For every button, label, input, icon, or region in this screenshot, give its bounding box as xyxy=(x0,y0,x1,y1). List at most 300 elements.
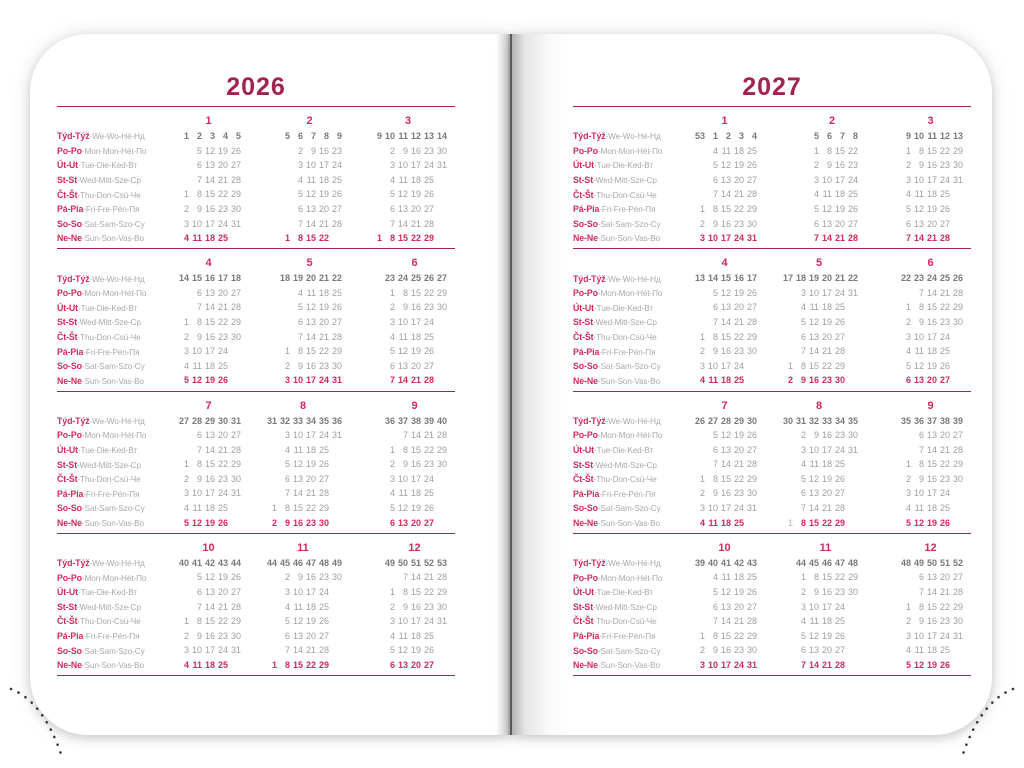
day-cell xyxy=(176,585,189,600)
day-cell: 10 xyxy=(305,160,316,171)
empty-cell xyxy=(679,158,692,173)
empty-cell xyxy=(369,271,382,286)
empty-cell xyxy=(793,173,806,188)
day-cell: 30 xyxy=(746,645,757,656)
day-cell: 2 xyxy=(389,302,395,313)
month-group xyxy=(163,501,241,516)
week-number-cell: 7 xyxy=(839,131,845,141)
day-cell: 14 xyxy=(720,616,731,627)
day-cell: 21 xyxy=(821,503,832,514)
day-cell xyxy=(898,286,911,301)
weekday-row xyxy=(573,658,971,673)
month-group xyxy=(885,158,963,173)
day-cell: 28 xyxy=(230,601,241,612)
empty-cell xyxy=(264,344,277,359)
day-cell: 4 xyxy=(905,189,911,200)
day-cell: 4 xyxy=(712,145,718,156)
empty-cell xyxy=(264,330,277,345)
empty-cell xyxy=(264,129,277,144)
day-cell: 14 xyxy=(397,218,408,229)
week-number-cell: 53 xyxy=(436,557,447,568)
row-label-translations: -Tue-Die-Ked-Вт xyxy=(594,588,654,598)
day-cell: 28 xyxy=(746,317,757,328)
empty-cell xyxy=(369,501,382,516)
day-cell: 29 xyxy=(318,659,329,670)
day-cell: 13 xyxy=(913,218,924,229)
weekday-row xyxy=(57,614,455,629)
day-cell: 24 xyxy=(733,233,744,244)
month-group xyxy=(163,585,241,600)
page-content-left xyxy=(57,74,455,676)
empty-cell xyxy=(885,414,898,429)
row-label-translations: -Sat-Sam-Szo-Су xyxy=(81,504,145,514)
day-cell: 29 xyxy=(834,517,845,528)
week-number-cell: 14 xyxy=(178,273,189,284)
day-cell: 3 xyxy=(389,616,395,627)
month-group xyxy=(163,600,241,615)
row-label xyxy=(573,615,679,627)
day-cell: 19 xyxy=(204,375,215,386)
day-cell: 3 xyxy=(284,586,290,597)
day-cell xyxy=(369,158,382,173)
day-cell: 2 xyxy=(699,218,705,229)
day-cell: 18 xyxy=(318,287,329,298)
day-cell: 22 xyxy=(423,444,434,455)
day-cell: 18 xyxy=(305,444,316,455)
day-cell: 7 xyxy=(196,174,202,185)
row-label-strong: Út-Ut xyxy=(573,444,594,455)
week-number-cell: 15 xyxy=(191,273,202,284)
day-cell: 16 xyxy=(410,302,421,313)
day-cell: 11 xyxy=(822,189,832,200)
day-cell: 9 xyxy=(813,586,819,597)
day-cell xyxy=(950,516,963,531)
week-number-cell: 34 xyxy=(305,415,316,426)
day-cell: 26 xyxy=(746,160,757,171)
day-cell xyxy=(369,217,382,232)
month-group xyxy=(163,300,241,315)
month-group xyxy=(780,187,858,202)
month-group xyxy=(780,600,858,615)
weekday-row xyxy=(57,300,455,315)
week-number-cell: 18 xyxy=(230,273,241,284)
day-cell xyxy=(845,344,858,359)
month-header-row xyxy=(57,256,455,271)
week-number-cell: 33 xyxy=(821,415,832,426)
day-cell: 5 xyxy=(389,346,395,357)
empty-cell xyxy=(679,570,692,585)
day-cell: 4 xyxy=(905,346,911,357)
month-group xyxy=(885,114,963,129)
day-cell: 12 xyxy=(913,517,924,528)
day-cell: 24 xyxy=(939,488,950,499)
month-group xyxy=(780,114,858,129)
row-label-translations: -Wed-Mitt-Sze-Ср xyxy=(593,460,657,470)
day-cell: 25 xyxy=(331,287,342,298)
day-cell xyxy=(434,344,447,359)
month-group xyxy=(780,158,858,173)
empty-cell xyxy=(163,570,176,585)
empty-cell xyxy=(679,187,692,202)
day-cell: 20 xyxy=(821,488,832,499)
row-label-translations: -Mon-Mon-Hét-По xyxy=(81,289,147,299)
day-cell: 29 xyxy=(230,459,241,470)
week-number-cell: 12 xyxy=(410,131,421,141)
day-cell xyxy=(329,643,342,658)
day-cell xyxy=(329,585,342,600)
day-cell xyxy=(950,359,963,374)
day-cell: 25 xyxy=(939,189,950,200)
weekday-row xyxy=(573,570,971,585)
row-label-strong: Týd-Týž xyxy=(57,558,90,569)
day-cell: 13 xyxy=(397,360,408,371)
month-group xyxy=(885,144,963,159)
day-cell: 6 xyxy=(712,302,718,313)
day-cell: 22 xyxy=(318,346,329,357)
day-cell: 20 xyxy=(821,331,832,342)
day-cell xyxy=(264,614,277,629)
weekday-row xyxy=(573,217,971,232)
day-cell xyxy=(434,315,447,330)
day-cell: 3 xyxy=(389,317,395,328)
weekday-row xyxy=(57,330,455,345)
month-group xyxy=(369,658,447,673)
day-cell: 28 xyxy=(331,218,342,229)
day-cell: 23 xyxy=(318,572,329,583)
day-cell xyxy=(744,359,757,374)
empty-cell xyxy=(885,187,898,202)
day-cell: 12 xyxy=(305,302,316,313)
row-label-translations: -Thu-Don-Csü-Че xyxy=(593,617,657,627)
day-cell xyxy=(434,173,447,188)
week-number-cell: 47 xyxy=(834,557,845,568)
day-cell: 24 xyxy=(217,218,228,229)
day-cell: 24 xyxy=(318,586,329,597)
day-cell: 13 xyxy=(913,375,924,386)
day-cell xyxy=(780,344,793,359)
month-group xyxy=(679,286,757,301)
day-cell: 13 xyxy=(305,203,316,214)
row-label xyxy=(57,203,163,215)
month-number: 5 xyxy=(815,257,823,270)
day-cell: 25 xyxy=(217,233,228,244)
day-cell xyxy=(329,658,342,673)
empty-cell xyxy=(163,158,176,173)
day-cell: 5 xyxy=(284,459,290,470)
week-number-cell: 50 xyxy=(397,557,408,568)
weekday-row xyxy=(57,144,455,159)
empty-cell xyxy=(780,158,793,173)
month-group xyxy=(885,286,963,301)
empty-cell xyxy=(780,570,793,585)
empty-cell xyxy=(780,217,793,232)
month-group xyxy=(163,373,241,388)
row-label-strong: So-So xyxy=(57,503,82,514)
empty-cell xyxy=(163,373,176,388)
day-cell: 11 xyxy=(914,189,924,200)
day-cell: 11 xyxy=(293,601,303,612)
month-group xyxy=(885,300,963,315)
month-group xyxy=(163,570,241,585)
row-label-strong: Út-Ut xyxy=(573,587,594,598)
day-cell: 5 xyxy=(389,645,395,656)
day-cell xyxy=(434,472,447,487)
empty-cell xyxy=(369,614,382,629)
empty-cell xyxy=(369,457,382,472)
empty-cell xyxy=(369,300,382,315)
row-label-strong: Týd-Týž xyxy=(57,131,90,142)
month-number: 4 xyxy=(721,257,728,270)
month-header-row xyxy=(573,541,971,556)
empty-cell xyxy=(885,501,898,516)
day-cell: 27 xyxy=(331,203,342,214)
day-cell: 28 xyxy=(952,287,963,298)
day-cell xyxy=(228,501,241,516)
day-cell: 14 xyxy=(926,586,937,597)
month-group xyxy=(264,344,342,359)
day-cell: 18 xyxy=(410,630,421,641)
month-group xyxy=(780,399,858,414)
day-cell: 2 xyxy=(905,317,911,328)
day-cell: 15 xyxy=(292,659,303,670)
day-cell: 14 xyxy=(913,233,924,244)
weekday-row xyxy=(57,344,455,359)
day-cell: 6 xyxy=(389,517,395,528)
day-cell: 1 xyxy=(905,459,911,470)
day-cell xyxy=(950,486,963,501)
row-label-strong: Týd-Týž xyxy=(573,273,606,284)
month-group xyxy=(885,344,963,359)
day-cell: 10 xyxy=(821,174,832,185)
day-cell: 5 xyxy=(800,317,806,328)
day-cell: 17 xyxy=(318,160,329,171)
month-group xyxy=(780,556,858,571)
day-cell: 1 xyxy=(813,145,819,156)
week-number-cell: 27 xyxy=(707,415,718,426)
empty-cell xyxy=(793,202,806,217)
day-cell: 4 xyxy=(183,503,189,514)
day-cell: 26 xyxy=(318,616,329,627)
row-label xyxy=(573,302,679,314)
day-cell: 17 xyxy=(926,630,937,641)
day-cell: 23 xyxy=(834,430,845,441)
day-cell: 15 xyxy=(204,616,215,627)
week-number-cell: 15 xyxy=(720,273,731,284)
day-cell: 17 xyxy=(720,659,731,670)
day-cell: 18 xyxy=(926,503,937,514)
week-number-cell: 1 xyxy=(183,131,189,141)
month-group xyxy=(163,541,241,556)
empty-cell xyxy=(163,658,176,673)
day-cell: 4 xyxy=(297,287,303,298)
month-header-row xyxy=(57,114,455,129)
day-cell: 11 xyxy=(398,488,408,499)
day-cell xyxy=(692,300,705,315)
day-cell: 31 xyxy=(436,616,447,627)
day-cell: 16 xyxy=(720,218,731,229)
week-number-cell: 35 xyxy=(318,415,329,426)
empty-cell xyxy=(679,315,692,330)
month-group xyxy=(679,414,757,429)
month-number: 2 xyxy=(306,115,313,127)
day-cell: 16 xyxy=(720,645,731,656)
week-number-cell: 39 xyxy=(952,415,963,426)
day-cell: 7 xyxy=(800,503,806,514)
week-number-cell: 19 xyxy=(292,273,303,284)
day-cell: 25 xyxy=(217,503,228,514)
day-cell: 8 xyxy=(918,459,924,470)
day-cell: 28 xyxy=(230,174,241,185)
day-cell: 10 xyxy=(808,287,819,298)
month-group xyxy=(264,330,342,345)
month-group xyxy=(885,443,963,458)
day-cell: 19 xyxy=(733,160,744,171)
day-cell: 14 xyxy=(926,287,937,298)
day-cell: 17 xyxy=(926,488,937,499)
day-cell: 1 xyxy=(787,517,793,528)
empty-cell xyxy=(163,271,176,286)
day-cell: 9 xyxy=(918,473,924,484)
day-cell: 13 xyxy=(821,218,832,229)
month-group xyxy=(679,144,757,159)
month-group xyxy=(780,359,858,374)
day-cell: 15 xyxy=(410,287,421,298)
row-label xyxy=(573,601,679,613)
day-cell: 23 xyxy=(834,586,845,597)
month-group xyxy=(885,585,963,600)
day-cell: 24 xyxy=(423,616,434,627)
row-label-translations: -Thu-Don-Csü-Че xyxy=(77,475,141,485)
day-cell: 23 xyxy=(318,360,329,371)
day-cell: 2 xyxy=(800,586,806,597)
day-cell: 15 xyxy=(204,189,215,200)
day-cell xyxy=(176,300,189,315)
week-number-cell: 5 xyxy=(284,131,290,141)
row-label xyxy=(573,488,679,500)
day-cell: 14 xyxy=(204,601,215,612)
row-label-strong: Po-Po xyxy=(573,572,598,583)
week-number-cell: 20 xyxy=(305,273,316,284)
month-number: 12 xyxy=(924,541,937,554)
month-group xyxy=(679,658,757,673)
day-cell: 7 xyxy=(402,572,408,583)
week-number-cell: 31 xyxy=(795,415,806,426)
quarter-block xyxy=(57,114,455,249)
day-cell: 6 xyxy=(800,331,806,342)
day-cell: 27 xyxy=(746,174,757,185)
day-cell: 30 xyxy=(230,331,241,342)
month-group xyxy=(163,231,241,246)
week-number-row xyxy=(57,414,455,429)
day-cell: 5 xyxy=(183,517,189,528)
day-cell: 9 xyxy=(310,145,316,156)
day-cell xyxy=(434,516,447,531)
month-group xyxy=(264,443,342,458)
day-cell: 9 xyxy=(918,317,924,328)
row-label-translations: -Fri-Fre-Pén-Пя xyxy=(599,205,656,215)
day-cell: 26 xyxy=(746,430,757,441)
day-cell xyxy=(434,643,447,658)
day-cell: 9 xyxy=(813,430,819,441)
day-cell xyxy=(434,373,447,388)
day-cell xyxy=(950,330,963,345)
day-cell: 4 xyxy=(800,616,806,627)
day-cell: 27 xyxy=(230,430,241,441)
day-cell xyxy=(845,658,858,673)
day-cell: 22 xyxy=(834,572,845,583)
month-group xyxy=(679,173,757,188)
day-cell xyxy=(692,570,705,585)
day-cell: 4 xyxy=(905,645,911,656)
day-cell: 23 xyxy=(821,375,832,386)
row-label-strong: Týd-Týž xyxy=(573,415,606,426)
month-header-row xyxy=(573,256,971,271)
month-group xyxy=(780,443,858,458)
day-cell: 20 xyxy=(733,444,744,455)
day-cell: 1 xyxy=(183,317,189,328)
day-cell: 3 xyxy=(699,659,705,670)
day-cell: 11 xyxy=(914,346,924,357)
day-cell xyxy=(264,443,277,458)
day-cell: 25 xyxy=(834,302,845,313)
month-group xyxy=(679,486,757,501)
row-label-strong: St-St xyxy=(573,317,594,328)
day-cell: 6 xyxy=(918,430,924,441)
day-cell: 21 xyxy=(305,645,316,656)
day-cell: 25 xyxy=(939,503,950,514)
row-label xyxy=(57,557,163,569)
month-group xyxy=(885,658,963,673)
month-group xyxy=(679,158,757,173)
quarter-divider-rule xyxy=(573,675,971,676)
month-group xyxy=(679,399,757,414)
day-cell: 15 xyxy=(821,572,832,583)
day-cell: 17 xyxy=(204,488,215,499)
week-number-cell: 8 xyxy=(852,131,858,141)
day-cell xyxy=(845,300,858,315)
week-number-cell: 41 xyxy=(720,557,731,568)
day-cell: 22 xyxy=(821,517,832,528)
empty-cell xyxy=(885,570,898,585)
month-group xyxy=(780,472,858,487)
day-cell: 3 xyxy=(183,218,189,229)
day-cell: 6 xyxy=(297,317,303,328)
day-cell xyxy=(845,457,858,472)
week-number-cell: 48 xyxy=(847,557,858,568)
week-number-cell: 44 xyxy=(795,557,806,568)
day-cell: 12 xyxy=(913,360,924,371)
row-label xyxy=(573,502,679,514)
day-cell: 2 xyxy=(389,145,395,156)
day-cell: 27 xyxy=(318,473,329,484)
row-label-strong: Čt-Št xyxy=(57,474,78,485)
month-group xyxy=(369,443,447,458)
day-cell: 7 xyxy=(712,616,718,627)
day-cell: 14 xyxy=(926,444,937,455)
day-cell: 16 xyxy=(821,430,832,441)
day-cell: 14 xyxy=(410,572,421,583)
day-cell xyxy=(277,217,290,232)
day-cell xyxy=(228,344,241,359)
day-cell xyxy=(329,629,342,644)
empty-cell xyxy=(885,556,898,571)
week-number-cell: 46 xyxy=(821,557,832,568)
day-cell: 18 xyxy=(305,601,316,612)
weekday-row xyxy=(57,501,455,516)
week-number-cell: 5 xyxy=(235,131,241,141)
day-cell: 14 xyxy=(720,459,731,470)
day-cell xyxy=(434,501,447,516)
